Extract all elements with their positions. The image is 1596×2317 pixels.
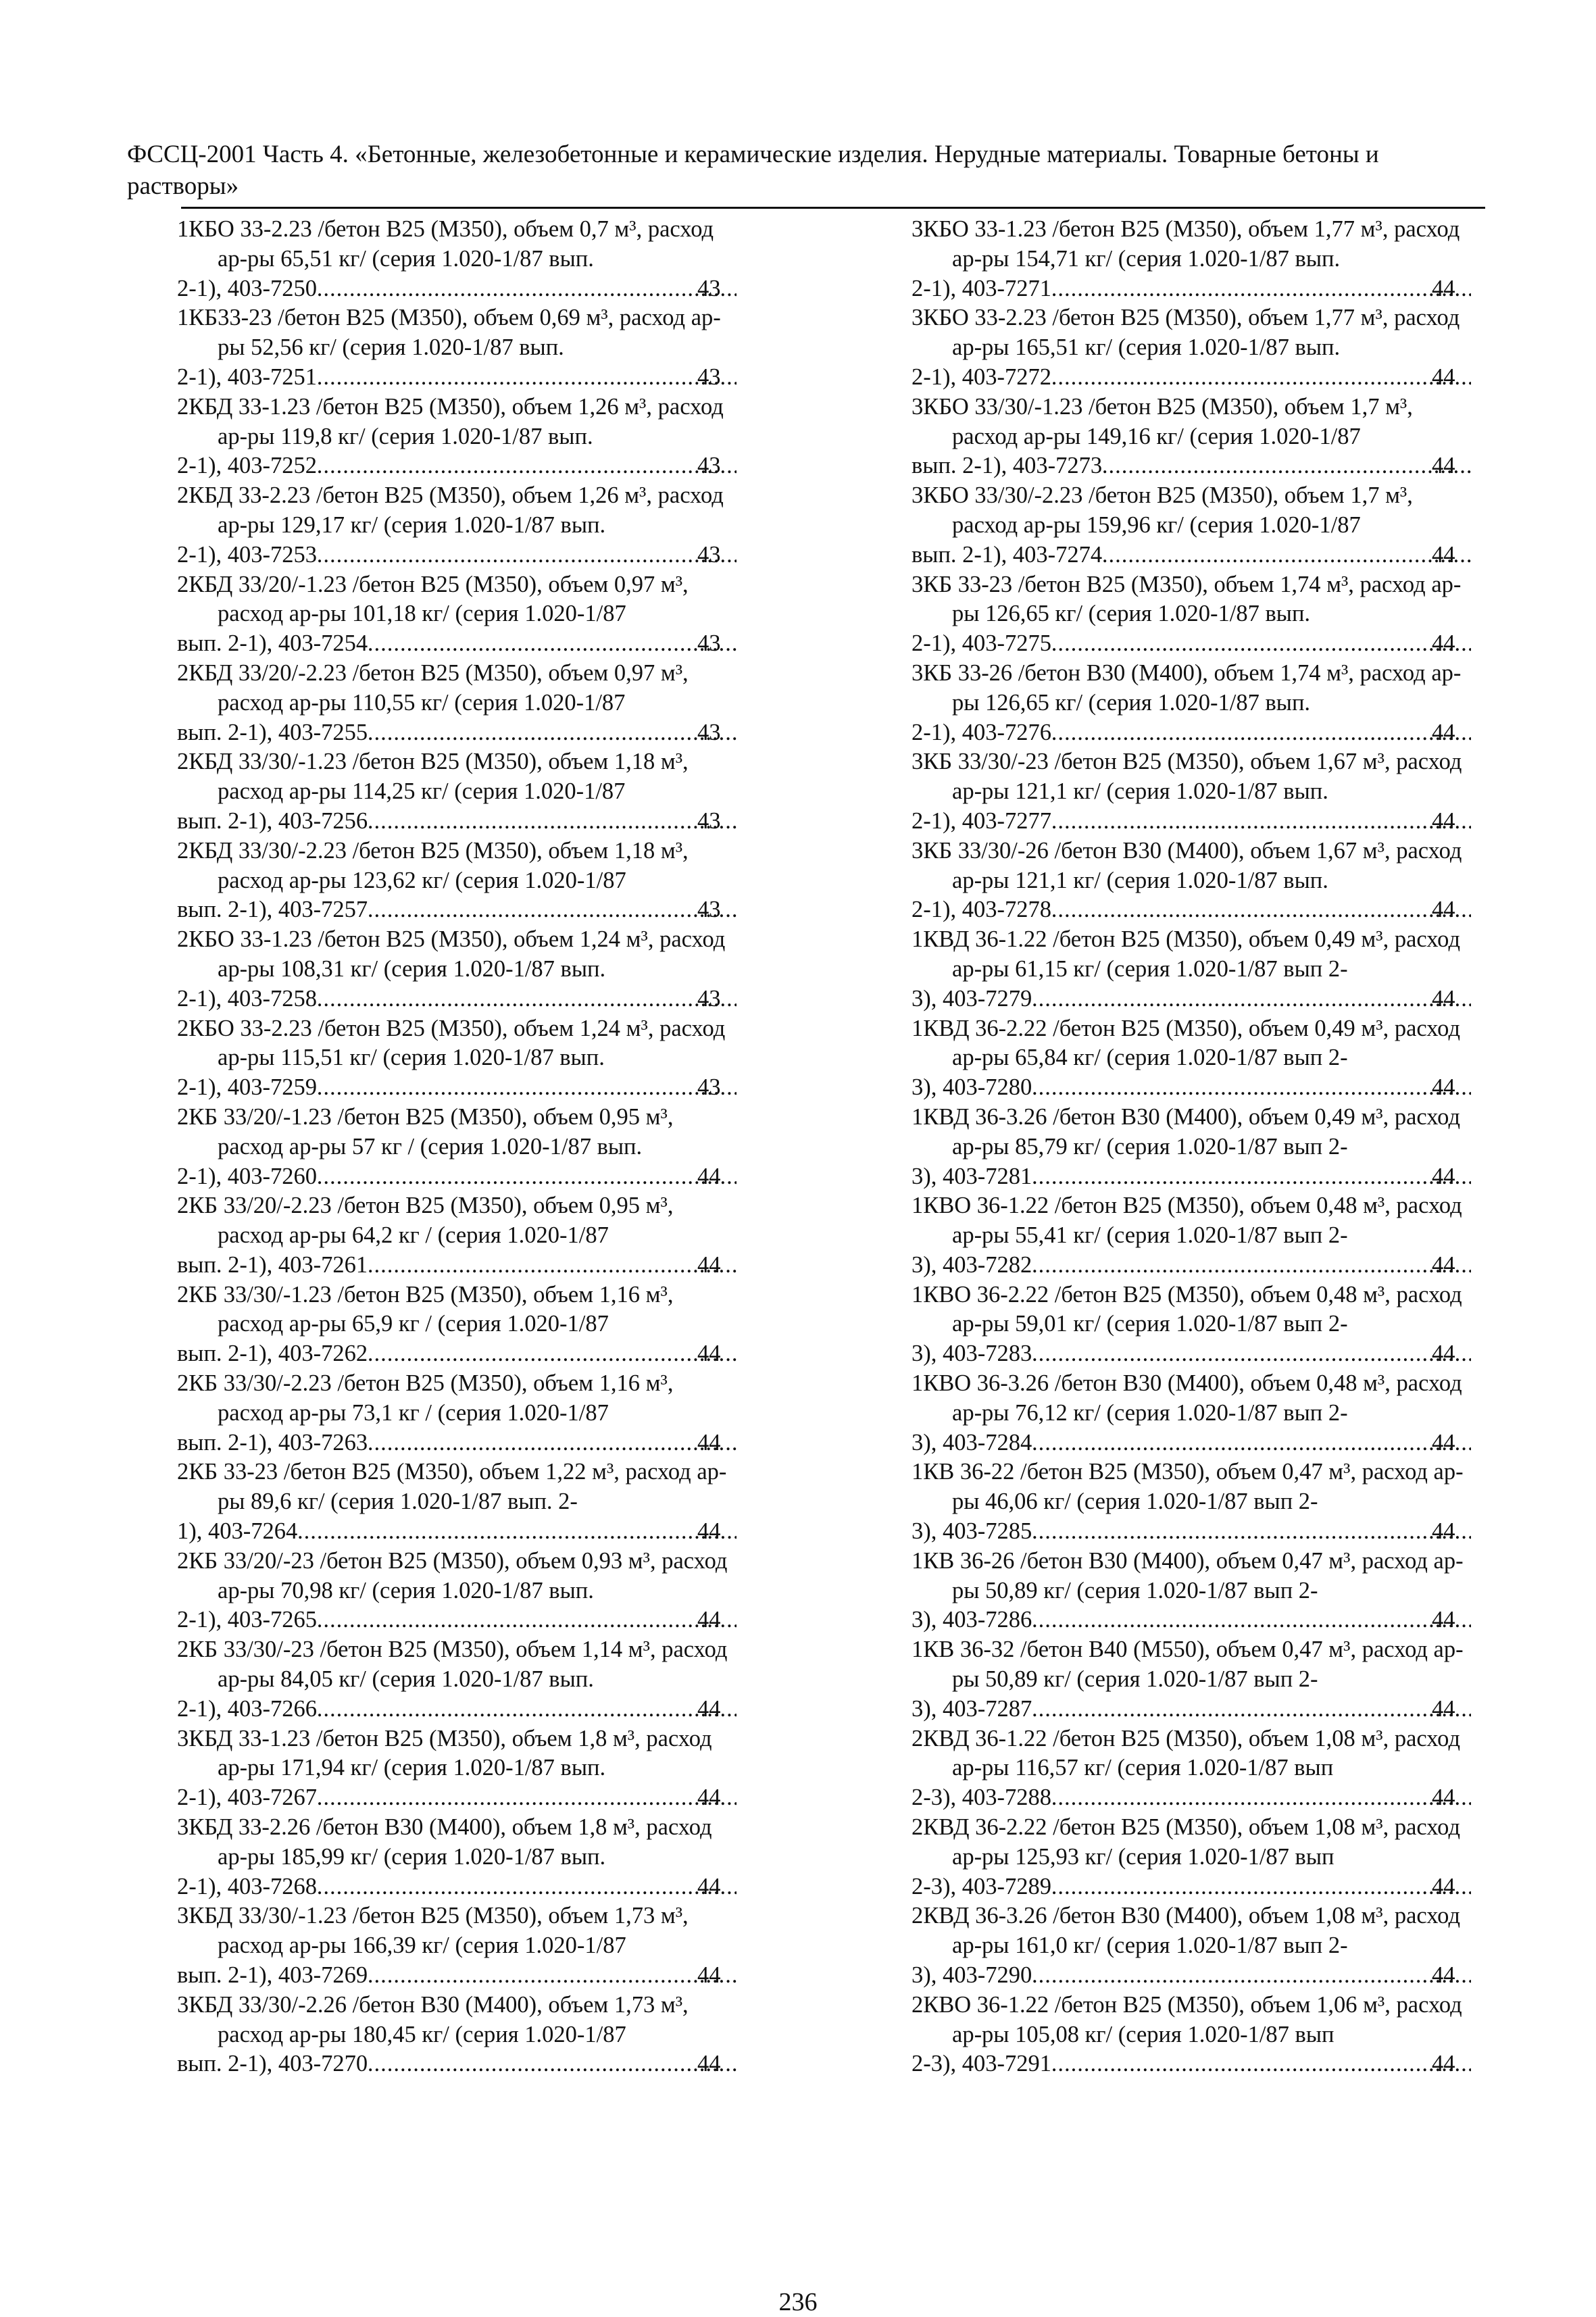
- entry-code: 3), 403-7287: [912, 1695, 1032, 1722]
- index-entry: 1КВО 36-1.22 /бетон В25 (М350), объем 0,48 м³, расход ар-ры 55,41 кг/ (серия 1.020-1/87 вып 2- 3), 403-7282 ..... 44: [912, 1191, 1472, 1280]
- index-entry: 1КВ 36-32 /бетон В40 (М550), объем 0,47 м³, расход ар-ры 50,89 кг/ (серия 1.020-1/87 вып 2- 3), 403-7287 ..... 44: [912, 1635, 1472, 1724]
- index-entry: 2КБД 33/30/-1.23 /бетон В25 (М350), объем 1,18 м³, расход ар-ры 114,25 кг/ (серия 1.020-1/87 вып. 2-1), 403-7256 ..... 43: [177, 747, 738, 836]
- entry-text: 3КБД 33/30/-1.23 /бетон В25 (М350), объем 1,73 м³, расход ар-ры 166,39 кг/ (серия 1.020-1/87: [177, 1903, 689, 1959]
- leader-dots: [1053, 718, 1471, 748]
- index-entry: 1КБ33-23 /бетон В25 (М350), объем 0,69 м³, расход ар-ры 52,56 кг/ (серия 1.020-1/87 вып. 2-1), 403-7251 ..... 43: [177, 303, 738, 392]
- entry-text: 3КБ 33/30/-26 /бетон В30 (М400), объем 1,67 м³, расход ар-ры 121,1 кг/ (серия 1.020-1/87 вып.: [912, 837, 1462, 893]
- entry-text: 2КБД 33/20/-1.23 /бетон В25 (М350), объем 0,97 м³, расход ар-ры 101,18 кг/ (серия 1.020-1/87: [177, 571, 689, 627]
- leader-dots: [1053, 274, 1471, 304]
- leader-dots: [318, 1073, 737, 1103]
- entry-code: 2-1), 403-7277: [912, 807, 1051, 834]
- entry-text: 2КВО 36-1.22 /бетон В25 (М350), объем 1,06 м³, расход ар-ры 105,08 кг/ (серия 1.020-1/87 вып: [912, 1991, 1462, 2047]
- entry-code: 3), 403-7285: [912, 1518, 1032, 1545]
- index-entry: 2КБД 33/30/-2.23 /бетон В25 (М350), объем 1,18 м³, расход ар-ры 123,62 кг/ (серия 1.020-1/87 вып. 2-1), 403-7257 ..... 43: [177, 837, 738, 925]
- index-entry: 2КБО 33-1.23 /бетон В25 (М350), объем 1,24 м³, расход ар-ры 108,31 кг/ (серия 1.020-1/87 вып. 2-1), 403-7258 ..... 43: [177, 925, 738, 1014]
- entry-text: 3КБО 33/30/-2.23 /бетон В25 (М350), объем 1,7 м³, расход ар-ры 159,96 кг/ (серия 1.020-1/87: [912, 482, 1413, 538]
- index-entry: 2КБД 33/20/-2.23 /бетон В25 (М350), объем 0,97 м³, расход ар-ры 110,55 кг/ (серия 1.020-1/87 вып. 2-1), 403-7255 ..... 43: [177, 659, 738, 747]
- entry-text: 1КВД 36-3.26 /бетон В30 (М400), объем 0,49 м³, расход ар-ры 85,79 кг/ (серия 1.020-1/87 вып 2-: [912, 1103, 1460, 1160]
- index-entry: 3КБД 33/30/-2.26 /бетон В30 (М400), объем 1,73 м³, расход ар-ры 180,45 кг/ (серия 1.020-1/87 вып. 2-1), 403-7270 ..... 44: [177, 1991, 738, 2079]
- leader-dots: [318, 1872, 737, 1902]
- index-entry: 1КВД 36-3.26 /бетон В30 (М400), объем 0,49 м³, расход ар-ры 85,79 кг/ (серия 1.020-1/87 вып 2- 3), 403-7281 ..... 44: [912, 1103, 1472, 1191]
- leader-dots: [318, 985, 737, 1014]
- page-header: [127, 139, 1478, 202]
- entry-code: 3), 403-7281: [912, 1163, 1032, 1189]
- entry-text: 2КБ 33/20/-1.23 /бетон В25 (М350), объем 0,95 м³, расход ар-ры 57 кг / (серия 1.020-1/87 вып.: [177, 1103, 674, 1160]
- entry-text: 2КБ 33-23 /бетон В25 (М350), объем 1,22 м³, расход ар-ры 89,6 кг/ (серия 1.020-1/87 вып. 2-: [177, 1459, 727, 1515]
- entry-text: 2КБО 33-2.23 /бетон В25 (М350), объем 1,24 м³, расход ар-ры 115,51 кг/ (серия 1.020-1/87 вып.: [177, 1015, 726, 1071]
- leader-dots: [1033, 1961, 1471, 1991]
- left-column: [177, 215, 738, 2079]
- entry-text: 3КБД 33/30/-2.26 /бетон В30 (М400), объем 1,73 м³, расход ар-ры 180,45 кг/ (серия 1.020-1/87: [177, 1991, 689, 2047]
- index-entry: 3КБО 33-2.23 /бетон В25 (М350), объем 1,77 м³, расход ар-ры 165,51 кг/ (серия 1.020-1/87 вып. 2-1), 403-7272 ..... 44: [912, 303, 1472, 392]
- leader-dots: [1053, 629, 1471, 659]
- index-entry: 3КБ 33-23 /бетон В25 (М350), объем 1,74 м³, расход ар-ры 126,65 кг/ (серия 1.020-1/87 вып. 2-1), 403-7275 ..... 44: [912, 570, 1472, 659]
- leader-dots: [1033, 1517, 1471, 1547]
- entry-text: 3КБ 33-26 /бетон В30 (М400), объем 1,74 м³, расход ар-ры 126,65 кг/ (серия 1.020-1/87 вып.: [912, 659, 1462, 716]
- entry-text: 3КБО 33-1.23 /бетон В25 (М350), объем 1,77 м³, расход ар-ры 154,71 кг/ (серия 1.020-1/87 вып.: [912, 216, 1460, 272]
- leader-dots: [299, 1517, 737, 1547]
- index-entry: 3КБО 33/30/-2.23 /бетон В25 (М350), объем 1,7 м³, расход ар-ры 159,96 кг/ (серия 1.020-1/87 вып. 2-1), 403-7274 ..... 44: [912, 481, 1472, 570]
- entry-text: 2КВД 36-1.22 /бетон В25 (М350), объем 1,08 м³, расход ар-ры 116,57 кг/ (серия 1.020-1/87 вып: [912, 1725, 1460, 1781]
- entry-text: 2КБД 33/20/-2.23 /бетон В25 (М350), объем 0,97 м³, расход ар-ры 110,55 кг/ (серия 1.020-1/87: [177, 659, 689, 716]
- index-entry: 2КВО 36-1.22 /бетон В25 (М350), объем 1,06 м³, расход ар-ры 105,08 кг/ (серия 1.020-1/87 вып 2-3), 403-7291 ..... 44: [912, 1991, 1472, 2079]
- entry-code: вып. 2-1), 403-7257: [177, 897, 368, 923]
- index-entry: 2КБ 33/20/-2.23 /бетон В25 (М350), объем 0,95 м³, расход ар-ры 64,2 кг / (серия 1.020-1/87 вып. 2-1), 403-7261 ..... 44: [177, 1191, 738, 1280]
- entry-code: 2-1), 403-7253: [177, 541, 317, 568]
- index-entry: 2КВД 36-3.26 /бетон В30 (М400), объем 1,08 м³, расход ар-ры 161,0 кг/ (серия 1.020-1/87 вып 2- 3), 403-7290 ..... 44: [912, 1901, 1472, 1990]
- entry-text: 3КБО 33/30/-1.23 /бетон В25 (М350), объем 1,7 м³, расход ар-ры 149,16 кг/ (серия 1.020-1/87: [912, 393, 1413, 449]
- entry-text: 1КБО 33-2.23 /бетон В25 (М350), объем 0,7 м³, расход ар-ры 65,51 кг/ (серия 1.020-1/87 вып.: [177, 216, 714, 272]
- entry-text: 2КБД 33-2.23 /бетон В25 (М350), объем 1,26 м³, расход ар-ры 129,17 кг/ (серия 1.020-1/87 вып.: [177, 482, 724, 538]
- index-entry: 2КВД 36-2.22 /бетон В25 (М350), объем 1,08 м³, расход ар-ры 125,93 кг/ (серия 1.020-1/87 вып 2-3), 403-7289 ..... 44: [912, 1813, 1472, 1901]
- entry-text: 1КВД 36-1.22 /бетон В25 (М350), объем 0,49 м³, расход ар-ры 61,15 кг/ (серия 1.020-1/87 вып 2-: [912, 926, 1460, 982]
- entry-text: 2КБД 33/30/-2.23 /бетон В25 (М350), объем 1,18 м³, расход ар-ры 123,62 кг/ (серия 1.020-1/87: [177, 837, 689, 893]
- leader-dots: [369, 1251, 737, 1280]
- leader-dots: [369, 718, 737, 748]
- leader-dots: [318, 363, 737, 393]
- entry-code: 2-1), 403-7259: [177, 1074, 317, 1101]
- entry-text: 1КВ 36-26 /бетон В30 (М400), объем 0,47 м³, расход ар-ры 50,89 кг/ (серия 1.020-1/87 вып 2-: [912, 1547, 1464, 1603]
- index-entry: 3КБ 33/30/-23 /бетон В25 (М350), объем 1,67 м³, расход ар-ры 121,1 кг/ (серия 1.020-1/87 вып. 2-1), 403-7277 ..... 44: [912, 747, 1472, 836]
- leader-dots: [369, 1428, 737, 1458]
- leader-dots: [318, 1783, 737, 1813]
- entry-text: 1КВ 36-32 /бетон В40 (М550), объем 0,47 м³, расход ар-ры 50,89 кг/ (серия 1.020-1/87 вып 2-: [912, 1637, 1464, 1693]
- entry-code: вып. 2-1), 403-7270: [177, 2051, 368, 2077]
- leader-dots: [318, 541, 737, 570]
- index-entry: 2КБ 33/30/-23 /бетон В25 (М350), объем 1,14 м³, расход ар-ры 84,05 кг/ (серия 1.020-1/87 вып. 2-1), 403-7266 ..... 44: [177, 1635, 738, 1724]
- entry-text: 2КВД 36-2.22 /бетон В25 (М350), объем 1,08 м³, расход ар-ры 125,93 кг/ (серия 1.020-1/87 вып: [912, 1814, 1460, 1870]
- entry-code: 2-3), 403-7288: [912, 1785, 1051, 1811]
- entry-code: 2-1), 403-7258: [177, 985, 317, 1012]
- entry-text: 1КВ 36-22 /бетон В25 (М350), объем 0,47 м³, расход ар-ры 46,06 кг/ (серия 1.020-1/87 вып 2-: [912, 1459, 1464, 1515]
- leader-dots: [1053, 363, 1471, 393]
- leader-dots: [1033, 1428, 1471, 1458]
- index-entry: 2КБД 33/20/-1.23 /бетон В25 (М350), объем 0,97 м³, расход ар-ры 101,18 кг/ (серия 1.020-1/87 вып. 2-1), 403-7254 ..... 43: [177, 570, 738, 659]
- entry-code: 2-1), 403-7266: [177, 1695, 317, 1722]
- index-entry: 1КБО 33-2.23 /бетон В25 (М350), объем 0,7 м³, расход ар-ры 65,51 кг/ (серия 1.020-1/87 вып. 2-1), 403-7250 ..... 43: [177, 215, 738, 303]
- header-divider: [181, 207, 1485, 209]
- leader-dots: [1033, 1251, 1471, 1280]
- index-entry: 3КБД 33-1.23 /бетон В25 (М350), объем 1,8 м³, расход ар-ры 171,94 кг/ (серия 1.020-1/87 вып. 2-1), 403-7267 ..... 44: [177, 1724, 738, 1813]
- entry-code: 3), 403-7283: [912, 1341, 1032, 1367]
- leader-dots: [1033, 1162, 1471, 1192]
- entry-text: 2КБ 33/30/-1.23 /бетон В25 (М350), объем 1,16 м³, расход ар-ры 65,9 кг / (серия 1.020-1/87: [177, 1281, 674, 1337]
- leader-dots: [369, 2049, 737, 2079]
- index-entry: 1КВ 36-26 /бетон В30 (М400), объем 0,47 м³, расход ар-ры 50,89 кг/ (серия 1.020-1/87 вып 2- 3), 403-7286 ..... 44: [912, 1547, 1472, 1635]
- leader-dots: [1053, 895, 1471, 925]
- entry-code: 3), 403-7286: [912, 1607, 1032, 1633]
- entry-code: 3), 403-7279: [912, 985, 1032, 1012]
- entry-code: вып. 2-1), 403-7269: [177, 1962, 368, 1989]
- entry-text: 2КБ 33/30/-2.23 /бетон В25 (М350), объем 1,16 м³, расход ар-ры 73,1 кг / (серия 1.020-1/87: [177, 1370, 674, 1426]
- entry-code: 2-1), 403-7278: [912, 897, 1051, 923]
- entry-text: 3КБД 33-1.23 /бетон В25 (М350), объем 1,8 м³, расход ар-ры 171,94 кг/ (серия 1.020-1/87 вып.: [177, 1725, 712, 1781]
- index-entry: 1КВО 36-2.22 /бетон В25 (М350), объем 0,48 м³, расход ар-ры 59,01 кг/ (серия 1.020-1/87 вып 2- 3), 403-7283 ..... 44: [912, 1280, 1472, 1369]
- entry-text: 3КБ 33/30/-23 /бетон В25 (М350), объем 1,67 м³, расход ар-ры 121,1 кг/ (серия 1.020-1/87 вып.: [912, 749, 1462, 805]
- index-entry: 2КБ 33/30/-1.23 /бетон В25 (М350), объем 1,16 м³, расход ар-ры 65,9 кг / (серия 1.020-1/87 вып. 2-1), 403-7262 ..... 44: [177, 1280, 738, 1369]
- entry-text: 1КВД 36-2.22 /бетон В25 (М350), объем 0,49 м³, расход ар-ры 65,84 кг/ (серия 1.020-1/87 вып 2-: [912, 1015, 1460, 1071]
- leader-dots: [1053, 807, 1471, 837]
- entry-code: 2-1), 403-7276: [912, 719, 1051, 745]
- leader-dots: [318, 1605, 737, 1635]
- entry-text: 2КВД 36-3.26 /бетон В30 (М400), объем 1,08 м³, расход ар-ры 161,0 кг/ (серия 1.020-1/87 вып 2-: [912, 1903, 1460, 1959]
- entry-code: вып. 2-1), 403-7273: [912, 453, 1103, 479]
- leader-dots: [369, 629, 737, 659]
- entry-text: 1КВО 36-3.26 /бетон В30 (М400), объем 0,48 м³, расход ар-ры 76,12 кг/ (серия 1.020-1/87 вып 2-: [912, 1370, 1462, 1426]
- leader-dots: [1033, 1695, 1471, 1724]
- leader-dots: [1103, 541, 1471, 570]
- entry-text: 3КБ 33-23 /бетон В25 (М350), объем 1,74 м³, расход ар-ры 126,65 кг/ (серия 1.020-1/87 вып.: [912, 571, 1462, 627]
- entry-text: 2КБО 33-1.23 /бетон В25 (М350), объем 1,24 м³, расход ар-ры 108,31 кг/ (серия 1.020-1/87 вып.: [177, 926, 726, 982]
- entry-code: вып. 2-1), 403-7256: [177, 807, 368, 834]
- index-entry: 2КБ 33/20/-1.23 /бетон В25 (М350), объем 0,95 м³, расход ар-ры 57 кг / (серия 1.020-1/87 вып. 2-1), 403-7260 ..... 44: [177, 1103, 738, 1191]
- index-entry: 1КВД 36-2.22 /бетон В25 (М350), объем 0,49 м³, расход ар-ры 65,84 кг/ (серия 1.020-1/87 вып 2- 3), 403-7280 ..... 44: [912, 1014, 1472, 1103]
- entry-code: вып. 2-1), 403-7254: [177, 630, 368, 657]
- leader-dots: [1053, 1783, 1471, 1813]
- leader-dots: [1103, 451, 1471, 481]
- leader-dots: [318, 274, 737, 304]
- header-title: ФССЦ-2001 Часть 4. «Бетонные, железобетонные и керамические изделия. Нерудные материалы. Товарные бетоны и растворы»: [127, 141, 1379, 200]
- leader-dots: [318, 451, 737, 481]
- index-entry: 2КВД 36-1.22 /бетон В25 (М350), объем 1,08 м³, расход ар-ры 116,57 кг/ (серия 1.020-1/87 вып 2-3), 403-7288 ..... 44: [912, 1724, 1472, 1813]
- leader-dots: [318, 1162, 737, 1192]
- entry-code: 2-3), 403-7291: [912, 2051, 1051, 2077]
- entry-code: 3), 403-7284: [912, 1429, 1032, 1455]
- entry-code: 2-1), 403-7271: [912, 275, 1051, 301]
- index-entry: 1КВ 36-22 /бетон В25 (М350), объем 0,47 м³, расход ар-ры 46,06 кг/ (серия 1.020-1/87 вып 2- 3), 403-7285 ..... 44: [912, 1458, 1472, 1546]
- entry-code: 2-1), 403-7275: [912, 630, 1051, 657]
- leader-dots: [1033, 1605, 1471, 1635]
- index-entry: 1КВО 36-3.26 /бетон В30 (М400), объем 0,48 м³, расход ар-ры 76,12 кг/ (серия 1.020-1/87 вып 2- 3), 403-7284 ..... 44: [912, 1369, 1472, 1458]
- entry-text: 1КВО 36-1.22 /бетон В25 (М350), объем 0,48 м³, расход ар-ры 55,41 кг/ (серия 1.020-1/87 вып 2-: [912, 1193, 1462, 1249]
- page-number: 236: [778, 2288, 818, 2316]
- index-entry: 3КБО 33-1.23 /бетон В25 (М350), объем 1,77 м³, расход ар-ры 154,71 кг/ (серия 1.020-1/87 вып. 2-1), 403-7271 ..... 44: [912, 215, 1472, 303]
- entry-code: 3), 403-7282: [912, 1251, 1032, 1278]
- leader-dots: [1053, 2049, 1471, 2079]
- entry-code: 2-1), 403-7265: [177, 1607, 317, 1633]
- leader-dots: [1053, 1872, 1471, 1902]
- index-entry: 1КВД 36-1.22 /бетон В25 (М350), объем 0,49 м³, расход ар-ры 61,15 кг/ (серия 1.020-1/87 вып 2- 3), 403-7279 ..... 44: [912, 925, 1472, 1014]
- entry-text: 2КБД 33-1.23 /бетон В25 (М350), объем 1,26 м³, расход ар-ры 119,8 кг/ (серия 1.020-1/87 вып.: [177, 393, 724, 449]
- leader-dots: [1033, 1339, 1471, 1369]
- index-entry: 3КБО 33/30/-1.23 /бетон В25 (М350), объем 1,7 м³, расход ар-ры 149,16 кг/ (серия 1.020-1/87 вып. 2-1), 403-7273 ..... 44: [912, 393, 1472, 481]
- entry-code: 3), 403-7280: [912, 1074, 1032, 1101]
- index-entry: 2КБД 33-2.23 /бетон В25 (М350), объем 1,26 м³, расход ар-ры 129,17 кг/ (серия 1.020-1/87 вып. 2-1), 403-7253 ..... 43: [177, 481, 738, 570]
- index-entry: 3КБ 33-26 /бетон В30 (М400), объем 1,74 м³, расход ар-ры 126,65 кг/ (серия 1.020-1/87 вып. 2-1), 403-7276 ..... 44: [912, 659, 1472, 747]
- leader-dots: [369, 1339, 737, 1369]
- entry-text: 2КБД 33/30/-1.23 /бетон В25 (М350), объем 1,18 м³, расход ар-ры 114,25 кг/ (серия 1.020-1/87: [177, 749, 689, 805]
- entry-code: вып. 2-1), 403-7262: [177, 1341, 368, 1367]
- index-entry: 3КБД 33/30/-1.23 /бетон В25 (М350), объем 1,73 м³, расход ар-ры 166,39 кг/ (серия 1.020-1/87 вып. 2-1), 403-7269 ..... 44: [177, 1901, 738, 1990]
- index-entry: 2КБ 33-23 /бетон В25 (М350), объем 1,22 м³, расход ар-ры 89,6 кг/ (серия 1.020-1/87 вып. 2- 1), 403-7264 ..... 44: [177, 1458, 738, 1546]
- index-entry: 2КБ 33/30/-2.23 /бетон В25 (М350), объем 1,16 м³, расход ар-ры 73,1 кг / (серия 1.020-1/87 вып. 2-1), 403-7263 ..... 44: [177, 1369, 738, 1458]
- index-entry: 2КБД 33-1.23 /бетон В25 (М350), объем 1,26 м³, расход ар-ры 119,8 кг/ (серия 1.020-1/87 вып. 2-1), 403-7252 ..... 43: [177, 393, 738, 481]
- entry-text: 2КБ 33/20/-2.23 /бетон В25 (М350), объем 0,95 м³, расход ар-ры 64,2 кг / (серия 1.020-1/87: [177, 1193, 674, 1249]
- leader-dots: [369, 895, 737, 925]
- entry-text: 1КВО 36-2.22 /бетон В25 (М350), объем 0,48 м³, расход ар-ры 59,01 кг/ (серия 1.020-1/87 вып 2-: [912, 1281, 1462, 1337]
- leader-dots: [369, 1961, 737, 1991]
- entry-code: 2-1), 403-7272: [912, 364, 1051, 390]
- entry-code: 2-1), 403-7252: [177, 453, 317, 479]
- leader-dots: [369, 807, 737, 837]
- entry-code: 2-1), 403-7251: [177, 364, 317, 390]
- entry-text: 1КБ33-23 /бетон В25 (М350), объем 0,69 м³, расход ар-ры 52,56 кг/ (серия 1.020-1/87 вып.: [177, 305, 721, 361]
- leader-dots: [1033, 1073, 1471, 1103]
- entry-code: 3), 403-7290: [912, 1962, 1032, 1989]
- entry-code: 1), 403-7264: [177, 1518, 298, 1545]
- entry-text: 2КБ 33/30/-23 /бетон В25 (М350), объем 1,14 м³, расход ар-ры 84,05 кг/ (серия 1.020-1/87 вып.: [177, 1637, 728, 1693]
- index-entry: 2КБ 33/20/-23 /бетон В25 (М350), объем 0,93 м³, расход ар-ры 70,98 кг/ (серия 1.020-1/87 вып. 2-1), 403-7265 ..... 44: [177, 1547, 738, 1635]
- entry-text: 3КБД 33-2.26 /бетон В30 (М400), объем 1,8 м³, расход ар-ры 185,99 кг/ (серия 1.020-1/87 вып.: [177, 1814, 712, 1870]
- index-entry: 2КБО 33-2.23 /бетон В25 (М350), объем 1,24 м³, расход ар-ры 115,51 кг/ (серия 1.020-1/87 вып. 2-1), 403-7259 ..... 43: [177, 1014, 738, 1103]
- entry-code: 2-1), 403-7260: [177, 1163, 317, 1189]
- entry-code: вып. 2-1), 403-7274: [912, 541, 1103, 568]
- entry-code: 2-1), 403-7268: [177, 1873, 317, 1899]
- entry-text: 2КБ 33/20/-23 /бетон В25 (М350), объем 0,93 м³, расход ар-ры 70,98 кг/ (серия 1.020-1/87 вып.: [177, 1547, 728, 1603]
- leader-dots: [318, 1695, 737, 1724]
- entry-code: 2-1), 403-7250: [177, 275, 317, 301]
- entry-code: 2-1), 403-7267: [177, 1785, 317, 1811]
- entry-code: вып. 2-1), 403-7263: [177, 1429, 368, 1455]
- entry-code: вып. 2-1), 403-7261: [177, 1251, 368, 1278]
- right-column: [912, 215, 1472, 2079]
- leader-dots: [1033, 985, 1471, 1014]
- entry-text: 3КБО 33-2.23 /бетон В25 (М350), объем 1,77 м³, расход ар-ры 165,51 кг/ (серия 1.020-1/87 вып.: [912, 305, 1460, 361]
- index-entry: 3КБД 33-2.26 /бетон В30 (М400), объем 1,8 м³, расход ар-ры 185,99 кг/ (серия 1.020-1/87 вып. 2-1), 403-7268 ..... 44: [177, 1813, 738, 1901]
- entry-code: вып. 2-1), 403-7255: [177, 719, 368, 745]
- index-entry: 3КБ 33/30/-26 /бетон В30 (М400), объем 1,67 м³, расход ар-ры 121,1 кг/ (серия 1.020-1/87 вып. 2-1), 403-7278 ..... 44: [912, 837, 1472, 925]
- entry-code: 2-3), 403-7289: [912, 1873, 1051, 1899]
